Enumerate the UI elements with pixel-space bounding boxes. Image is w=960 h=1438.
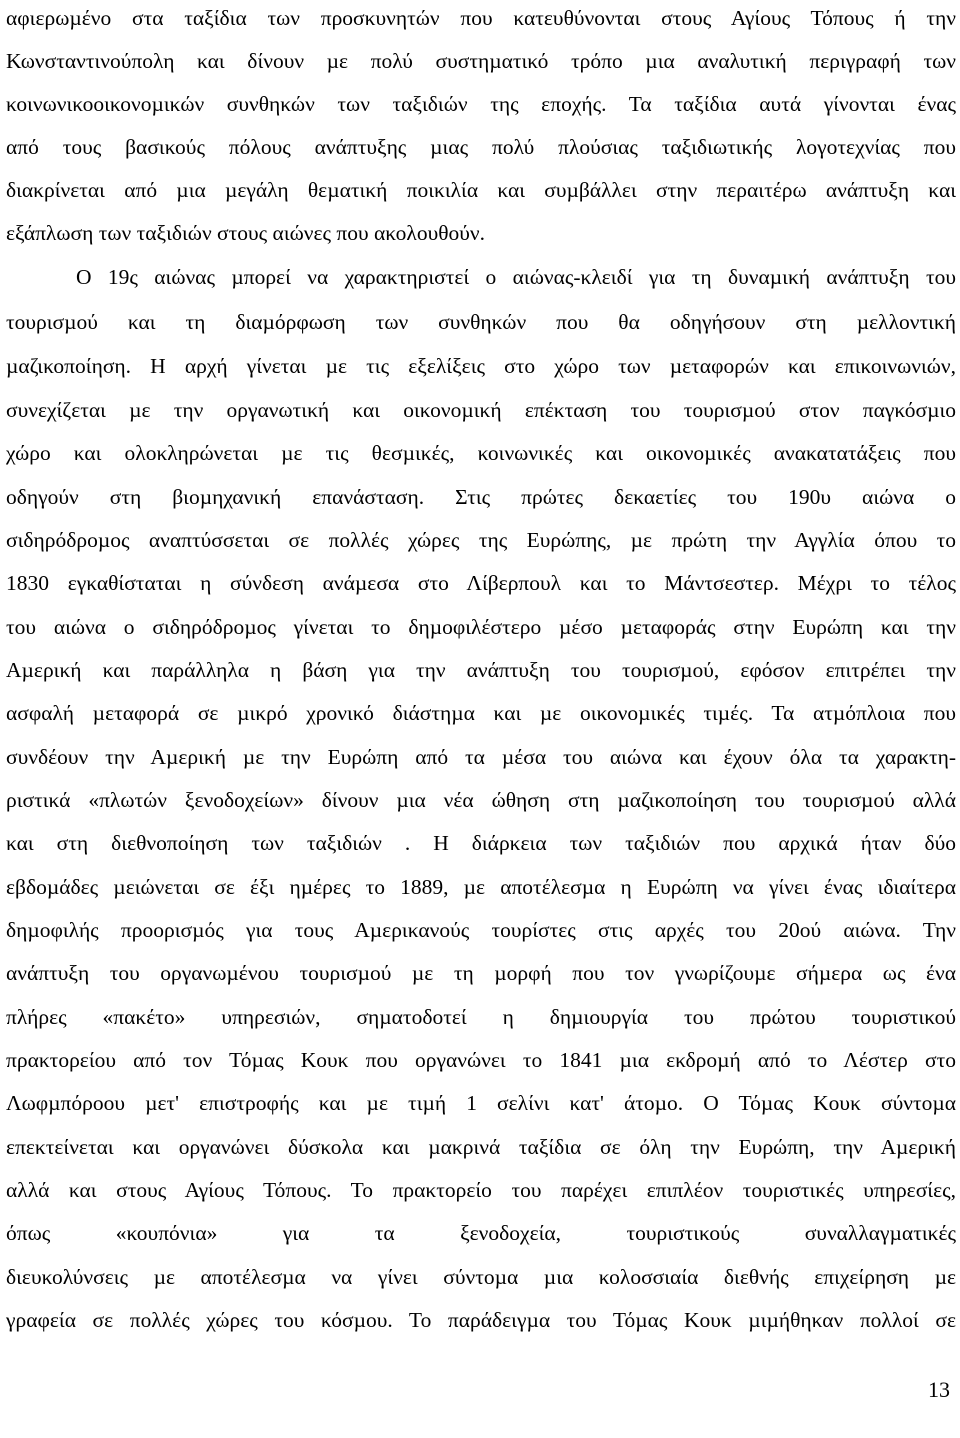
text-line: εβδοµάδες µειώνεται σε έξι ηµέρες το 1889, µε αποτέλεσµα η Ευρώπη να γίνει ένας ιδιαίτερα: [6, 875, 956, 899]
text-line: γραφεία σε πολλές χώρες του κόσµου. Το παράδειγµα του Τόµας Κουκ µιµήθηκαν πολλοί σε: [6, 1308, 956, 1332]
text-line: οδηγούν στη βιοµηχανική επανάσταση. Στις πρώτες δεκαετίες του 190υ αιώνα ο: [6, 485, 956, 509]
text-line: του αιώνα ο σιδηρόδροµος γίνεται το δηµοφιλέστερο µέσο µεταφοράς στην Ευρώπη και την: [6, 615, 956, 639]
page-number: 13: [928, 1377, 950, 1402]
text-line: συνεχίζεται µε την οργανωτική και οικονοµική επέκταση του τουρισµού στον παγκόσµιο: [6, 398, 956, 422]
text-line: Αµερική και παράλληλα η βάση για την ανάπτυξη του τουρισµού, εφόσον επιτρέπει την: [6, 658, 956, 682]
text-line: ριστικά «πλωτών ξενοδοχείων» δίνουν µια νέα ώθηση στη µαζικοποίηση του τουρισµού αλλά: [6, 788, 956, 812]
text-line: ανάπτυξη του οργανωµένου τουρισµού µε τη µορφή που τον γνωρίζουµε σήµερα ως ένα: [6, 961, 956, 985]
paragraph-start-line: Ο 19ς αιώνας µπορεί να χαρακτηριστεί ο αιώνας-κλειδί για τη δυναµική ανάπτυξη του: [76, 265, 956, 289]
text-line: συνδέουν την Αµερική µε την Ευρώπη από τα µέσα του αιώνα και έχουν όλα τα χαρακτη-: [6, 745, 956, 769]
text-line: εξάπλωση των ταξιδιών στους αιώνες που ακολουθούν.: [6, 221, 486, 245]
text-line: δηµοφιλής προορισµός για τους Αµερικανούς τουρίστες στις αρχές του 20ού αιώνα. Την: [6, 918, 956, 942]
text-line: διακρίνεται από µια µεγάλη θεµατική ποικιλία και συµβάλλει στην περαιτέρω ανάπτυξη και: [6, 178, 956, 202]
text-line: κοινωνικοοικονοµικών συνθηκών των ταξιδιών της εποχής. Τα ταξίδια αυτά γίνονται ένας: [6, 92, 956, 116]
text-line: τουρισµού και τη διαµόρφωση των συνθηκών που θα οδηγήσουν στη µελλοντική: [6, 310, 956, 334]
text-line: και στη διεθνοποίηση των ταξιδιών . Η διάρκεια των ταξιδιών που αρχικά ήταν δύο: [6, 831, 956, 855]
document-page: [6, 0, 956, 1438]
text-line: επεκτείνεται και οργανώνει δύσκολα και µακρινά ταξίδια σε όλη την Ευρώπη, την Αµερική: [6, 1135, 956, 1159]
text-line: ασφαλή µεταφορά σε µικρό χρονικό διάστηµα και µε οικονοµικές τιµές. Τα ατµόπλοια που: [6, 701, 956, 725]
text-line: όπως «κουπόνια» για τα ξενοδοχεία, τουριστικούς συναλλαγµατικές: [6, 1221, 956, 1245]
text-line: 1830 εγκαθίσταται η σύνδεση ανάµεσα στο Λίβερπουλ και το Μάντσεστερ. Μέχρι το τέλος: [6, 571, 956, 595]
text-line: πλήρες «πακέτο» υπηρεσιών, σηµατοδοτεί η δηµιουργία του πρώτου τουριστικού: [6, 1005, 956, 1029]
text-line: από τους βασικούς πόλους ανάπτυξης µιας πολύ πλούσιας ταξιδιωτικής λογοτεχνίας που: [6, 135, 956, 159]
text-line: Κωνσταντινούπολη και δίνουν µε πολύ συστηµατικό τρόπο µια αναλυτική περιγραφή των: [6, 49, 956, 73]
text-line: µαζικοποίηση. Η αρχή γίνεται µε τις εξελίξεις στο χώρο των µεταφορών και επικοινωνιών,: [6, 354, 956, 378]
text-line: αφιερωµένο στα ταξίδια των προσκυνητών που κατευθύνονται στους Αγίους Τόπους ή την: [6, 6, 956, 30]
text-line: χώρο και ολοκληρώνεται µε τις θεσµικές, κοινωνικές και οικονοµικές ανακατατάξεις που: [6, 441, 956, 465]
text-line: διευκολύνσεις µε αποτέλεσµα να γίνει σύντοµα µια κολοσσιαία διεθνής επιχείρηση µε: [6, 1265, 956, 1289]
text-line: σιδηρόδροµος αναπτύσσεται σε πολλές χώρες της Ευρώπης, µε πρώτη την Αγγλία όπου το: [6, 528, 956, 552]
text-line: αλλά και στους Αγίους Τόπους. Το πρακτορείο του παρέχει επιπλέον τουριστικές υπηρεσίες,: [6, 1178, 956, 1202]
text-line: Λωφµπόροου µετ' επιστροφής και µε τιµή 1 σελίνι κατ' άτοµο. Ο Τόµας Κουκ σύντοµα: [6, 1091, 956, 1115]
text-line: πρακτορείου από τον Τόµας Κουκ που οργανώνει το 1841 µια εκδροµή από το Λέστερ στο: [6, 1048, 956, 1072]
